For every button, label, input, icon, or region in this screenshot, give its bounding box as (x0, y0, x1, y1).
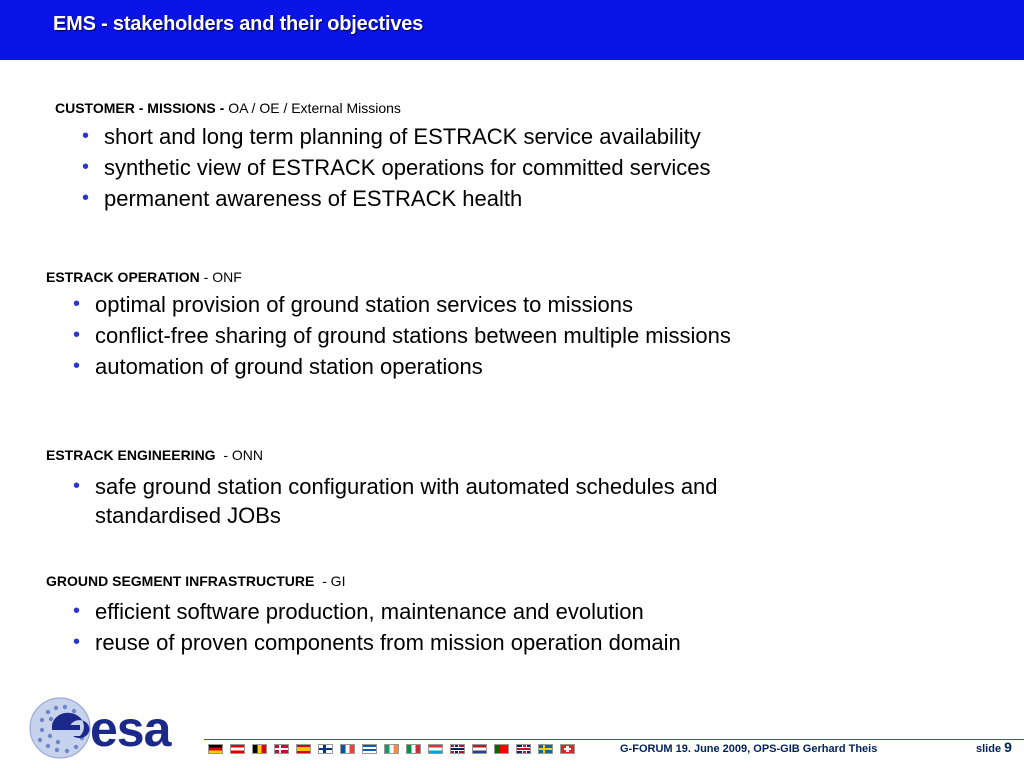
flag-italy-icon (406, 744, 421, 754)
flag-ireland-icon (384, 744, 399, 754)
flag-spain-icon (296, 744, 311, 754)
section-heading (46, 573, 345, 589)
list-item: • conflict-free sharing of ground stations between multiple missions (73, 320, 731, 351)
list-item: • safe ground station configuration with automated schedules and standardised JOBs (73, 474, 718, 528)
list-item: • reuse of proven components from mission operation domain (73, 627, 681, 658)
flag-greece-icon (362, 744, 377, 754)
list-item: • efficient software production, maintenance and evolution (73, 596, 681, 627)
flag-portugal-icon (494, 744, 509, 754)
footer-text: G-FORUM 19. June 2009, OPS-GIB Gerhard Theis (620, 743, 878, 755)
flag-austria-icon (230, 744, 245, 754)
section-heading-rest: OA / OE / External Missions (228, 100, 401, 116)
flag-france-icon (340, 744, 355, 754)
footer-divider (204, 739, 1024, 740)
bullet-icon: • (73, 631, 81, 653)
flag-luxembourg-icon (428, 744, 443, 754)
flag-finland-icon (318, 744, 333, 754)
bullet-icon: • (82, 125, 90, 147)
section-heading-bold: ESTRACK OPERATION (46, 269, 200, 285)
section-heading-rest: - ONF (199, 269, 242, 285)
bullet-list (73, 596, 681, 658)
bullet-list (73, 472, 835, 530)
bullet-icon: • (73, 355, 81, 377)
section-heading-bold: CUSTOMER - MISSIONS - (55, 100, 229, 116)
section-heading (55, 100, 401, 116)
section-heading-bold: GROUND SEGMENT INFRASTRUCTURE (46, 573, 315, 589)
slide-title: EMS - stakeholders and their objectives (53, 13, 424, 35)
section-heading (46, 269, 242, 285)
list-item: • short and long term planning of ESTRACK service availability (82, 121, 710, 152)
flag-norway-icon (450, 744, 465, 754)
bullet-list (82, 121, 710, 214)
esa-logo (22, 692, 208, 760)
list-item: • automation of ground station operations (73, 351, 731, 382)
flag-sweden-icon (538, 744, 553, 754)
slide-number-value: 9 (1004, 739, 1012, 755)
bullet-icon: • (73, 293, 81, 315)
logo-text: esa (90, 701, 171, 757)
list-item: • permanent awareness of ESTRACK health (82, 183, 710, 214)
section-heading-bold: ESTRACK ENGINEERING (46, 447, 216, 463)
bullet-icon: • (82, 187, 90, 209)
globe-icon (30, 698, 90, 758)
section-heading (46, 447, 263, 463)
slide-label: slide (976, 743, 1002, 755)
flag-switzerland-icon (560, 744, 575, 754)
section-heading-rest: - GI (314, 573, 346, 589)
flag-uk-icon (516, 744, 531, 754)
bullet-list (73, 289, 731, 382)
bullet-icon: • (73, 324, 81, 346)
flag-denmark-icon (274, 744, 289, 754)
section-heading-rest: - ONN (215, 447, 264, 463)
list-item: • synthetic view of ESTRACK operations for committed services (82, 152, 710, 183)
bullet-icon: • (73, 600, 81, 622)
slide-number (976, 739, 1012, 755)
flag-netherlands-icon (472, 744, 487, 754)
list-item: • optimal provision of ground station services to missions (73, 289, 731, 320)
bullet-icon: • (73, 475, 81, 497)
bullet-icon: • (82, 156, 90, 178)
flag-germany-icon (208, 744, 223, 754)
flag-belgium-icon (252, 744, 267, 754)
title-bar (0, 0, 1024, 60)
